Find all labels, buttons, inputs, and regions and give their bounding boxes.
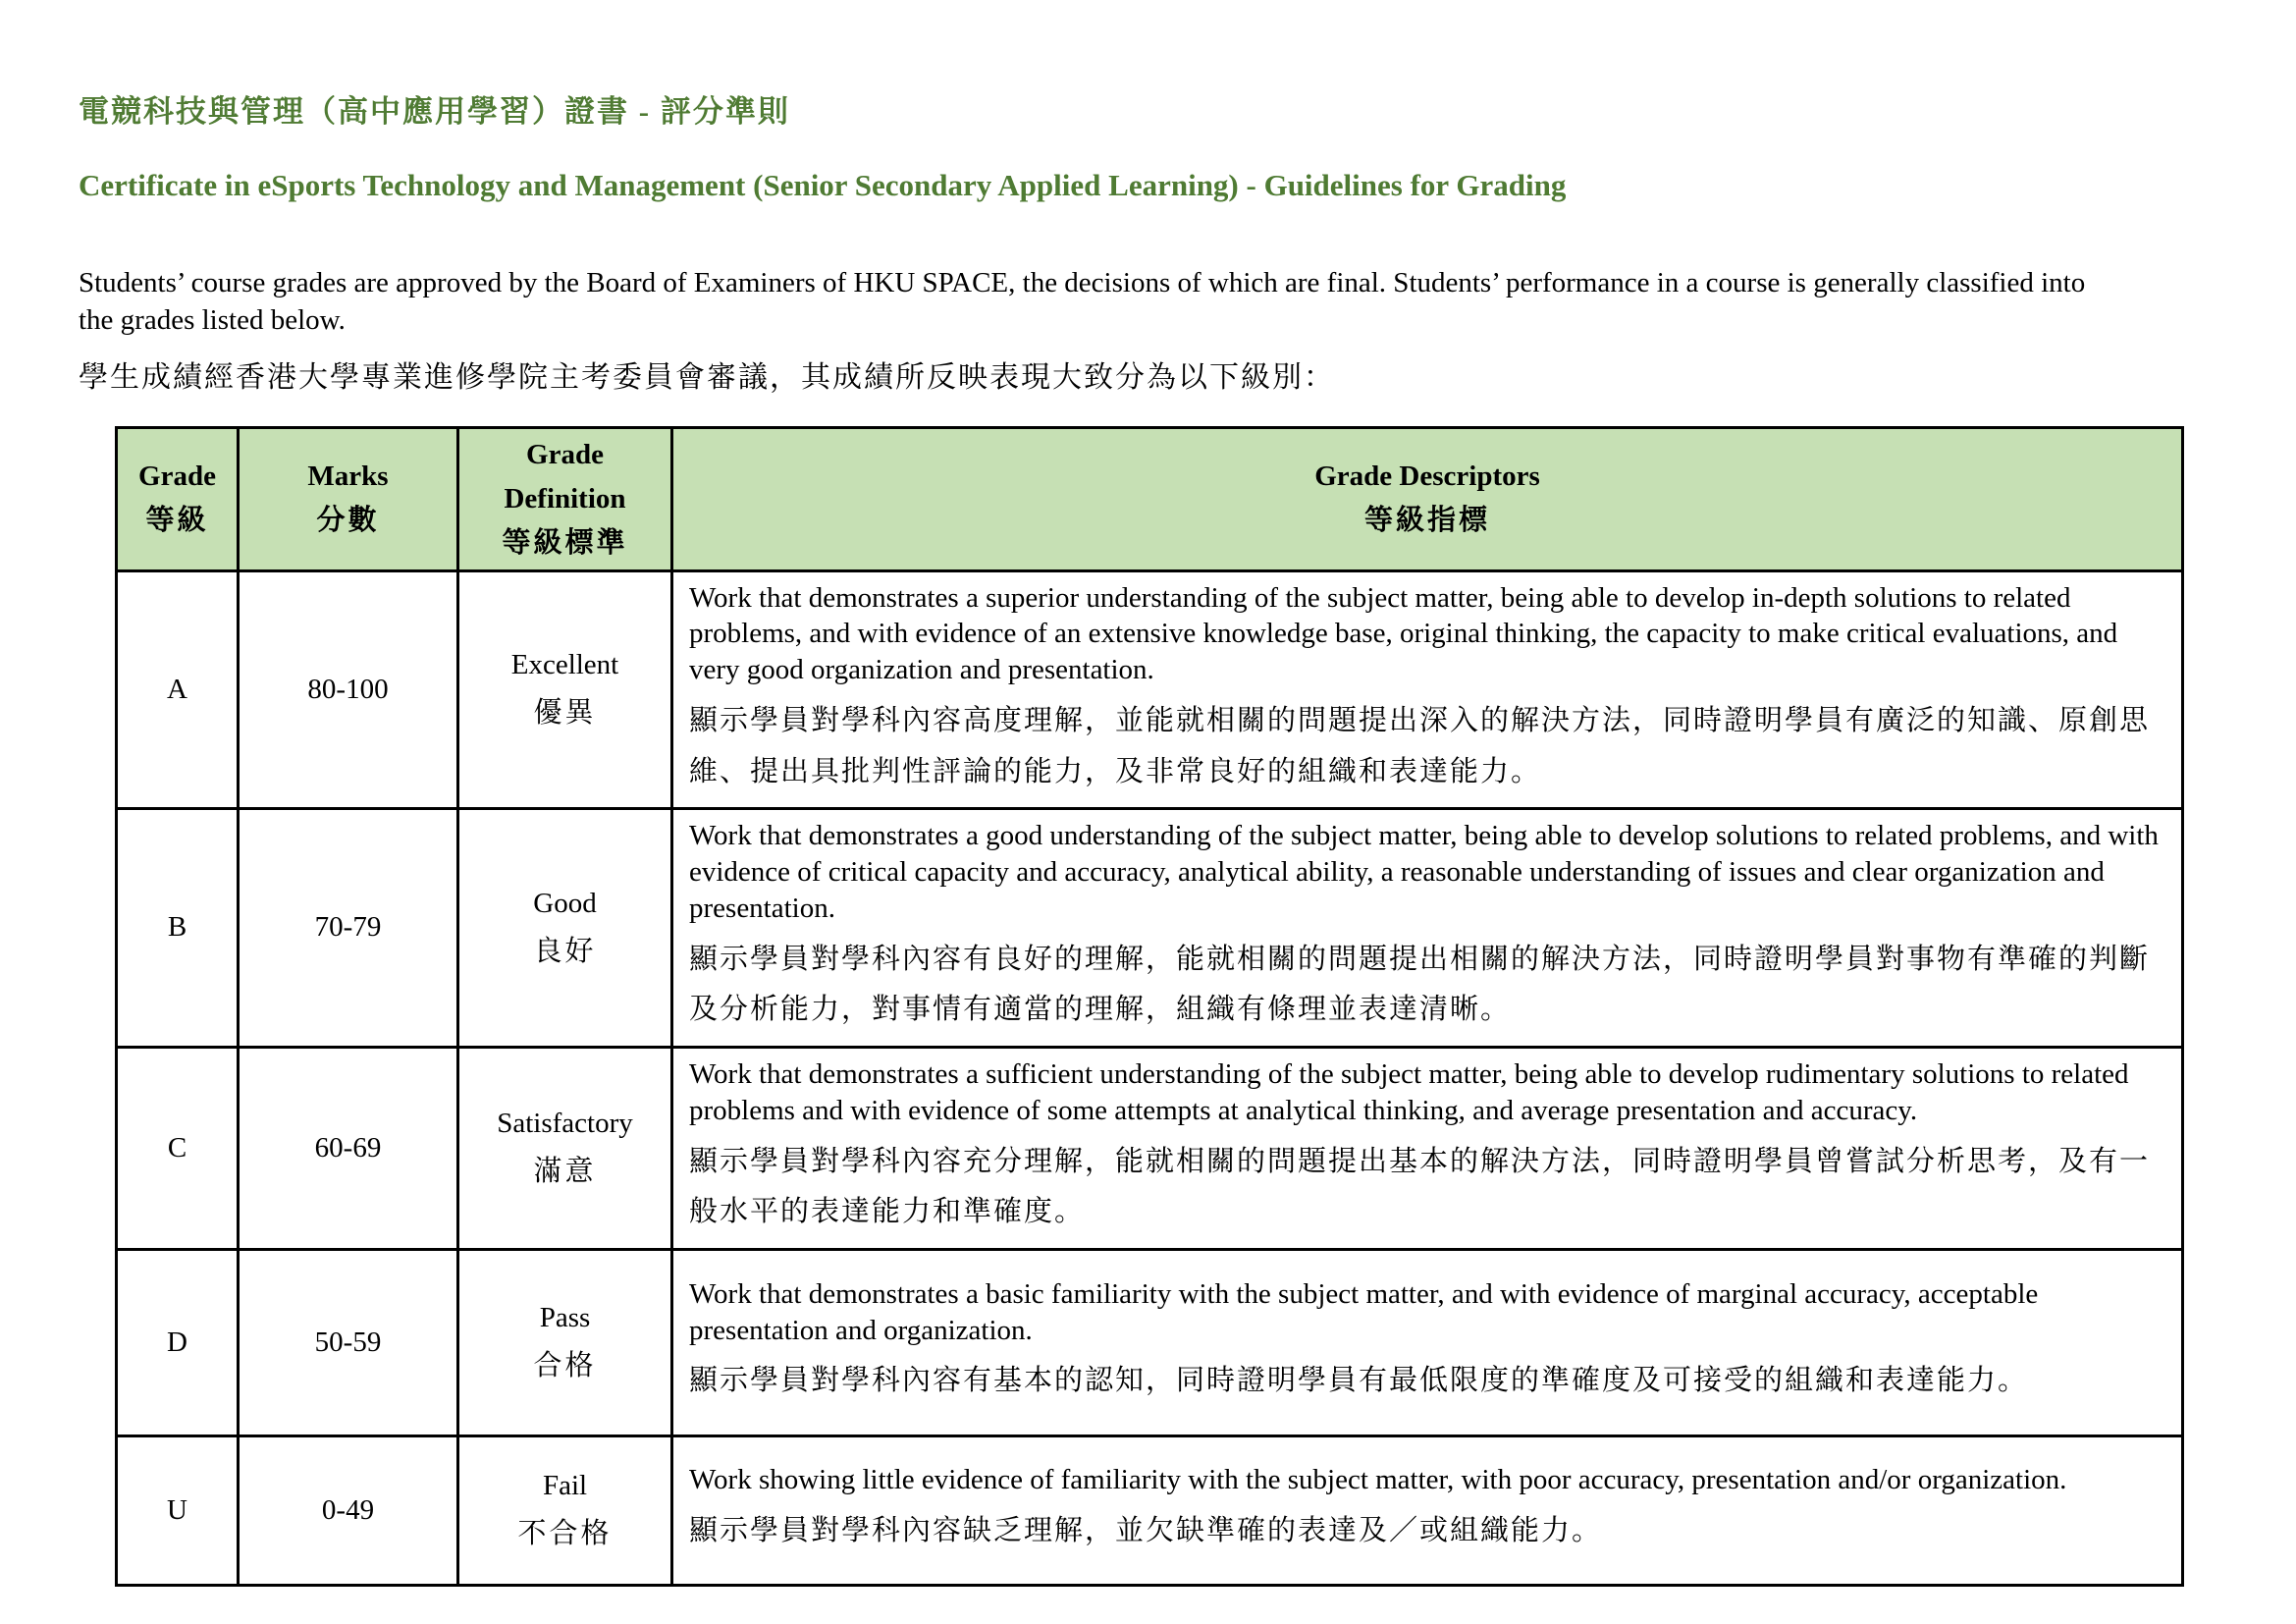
grade-definition-en: Satisfactory: [497, 1108, 633, 1140]
grade-descriptor-en: Work that demonstrates a sufficient understanding of the subject matter, being able to develop rudimentary solutions to related problems and with evidence of some attempts at analytical thinking, and average presentation and accuracy.: [689, 1057, 2129, 1126]
grade-row: [117, 570, 2183, 809]
grade-definition-zh: 合格: [533, 1350, 597, 1382]
header-cell-descriptors: [672, 427, 2183, 570]
header-grade-en: Grade: [138, 460, 216, 493]
grade-descriptor-cell: [672, 1249, 2183, 1435]
header-grade-zh: 等級: [145, 505, 209, 537]
header-descriptors-en: Grade Descriptors: [1314, 460, 1540, 493]
marks-range-cell: 50-59: [239, 1249, 458, 1435]
grade-descriptor-zh: 顯示學員對學科內容有基本的認知，同時證明學員有最低限度的準確度及可接受的組織和表達能力。: [689, 1365, 2029, 1397]
grade-descriptor-cell: [672, 570, 2183, 809]
header-definition-zh: 等級標準: [502, 526, 628, 559]
marks-range-cell: 80-100: [239, 570, 458, 809]
intro-paragraph-zh: 學生成績經香港大學專業進修學院主考委員會審議，其成績所反映表現大致分為以下級別：: [79, 360, 1335, 394]
grade-descriptor-cell: [672, 809, 2183, 1048]
grade-row: [117, 1047, 2183, 1249]
grade-definition-cell: [458, 1435, 672, 1585]
grade-letter-cell: C: [117, 1047, 239, 1249]
grade-descriptor-en: Work that demonstrates a good understanding of the subject matter, being able to develop solutions to related problems, and with evidence of critical capacity and accuracy, analytical ability, a reasonable understanding of issues and clear organization and presentation.: [689, 820, 2159, 924]
header-marks-en: Marks: [307, 460, 389, 493]
marks-range-cell: 60-69: [239, 1047, 458, 1249]
grade-descriptor-zh: 顯示學員對學科內容充分理解，能就相關的問題提出基本的解決方法，同時證明學員曾嘗試分析思考，及有一般水平的表達能力和準確度。: [689, 1145, 2151, 1228]
grading-table-body: [117, 570, 2183, 1585]
grade-definition-en: Pass: [539, 1302, 591, 1334]
grade-definition-cell: [458, 809, 672, 1048]
header-cell-grade: [117, 427, 239, 570]
grade-descriptor-zh: 顯示學員對學科內容缺乏理解，並欠缺準確的表達及／或組織能力。: [689, 1514, 1603, 1546]
header-row: [117, 427, 2183, 570]
header-descriptors-zh: 等級指標: [1363, 505, 1490, 537]
document-title-zh: 電競科技與管理（高中應用學習）證書 - 評分準則: [79, 94, 790, 129]
intro-paragraph-en: Students’ course grades are approved by the Board of Examiners of HKU SPACE, the decisions of which are final. Students’ performance in a course is generally classified into the grades listed below.: [79, 267, 2086, 337]
grade-letter-cell: A: [117, 570, 239, 809]
grade-definition-cell: [458, 570, 672, 809]
header-definition-en: Grade Definition: [504, 438, 626, 514]
grade-descriptor-cell: [672, 1435, 2183, 1585]
header-marks-zh: 分數: [316, 505, 380, 537]
marks-range-cell: 70-79: [239, 809, 458, 1048]
grade-definition-zh: 滿意: [533, 1156, 597, 1188]
grade-descriptor-cell: [672, 1047, 2183, 1249]
grade-descriptor-en: Work that demonstrates a superior understanding of the subject matter, being able to develop in-depth solutions to related problems, and with evidence of an extensive knowledge base, original thinking, the capacity to make critical evaluations, and very good organization and presentation.: [689, 581, 2118, 686]
grade-definition-cell: [458, 1047, 672, 1249]
grade-descriptor-zh: 顯示學員對學科內容有良好的理解，能就相關的問題提出相關的解決方法，同時證明學員對事物有準確的判斷及分析能力，對事情有適當的理解，組織有條理並表達清晰。: [689, 943, 2151, 1026]
marks-range-cell: 0-49: [239, 1435, 458, 1585]
grade-definition-cell: [458, 1249, 672, 1435]
grade-definition-zh: 良好: [533, 936, 597, 968]
grade-descriptor-en: Work that demonstrates a basic familiarity with the subject matter, and with evidence of marginal accuracy, acceptable presentation and organization.: [689, 1277, 2039, 1346]
grade-letter-cell: U: [117, 1435, 239, 1585]
grade-definition-zh: 不合格: [517, 1518, 613, 1550]
grade-row: [117, 809, 2183, 1048]
grade-row: [117, 1435, 2183, 1585]
grade-letter-cell: B: [117, 809, 239, 1048]
grading-table-header: [117, 427, 2183, 570]
grade-descriptor-zh: 顯示學員對學科內容高度理解，並能就相關的問題提出深入的解決方法，同時證明學員有廣泛的知識、原創思維、提出具批判性評論的能力，及非常良好的組織和表達能力。: [689, 705, 2151, 787]
grade-definition-en: Fail: [542, 1470, 588, 1502]
grade-definition-zh: 優異: [533, 697, 597, 730]
grade-definition-en: Excellent: [510, 649, 619, 681]
grading-table: [115, 426, 2184, 1587]
header-cell-marks: [239, 427, 458, 570]
grade-letter-cell: D: [117, 1249, 239, 1435]
grade-row: [117, 1249, 2183, 1435]
grade-definition-en: Good: [533, 887, 597, 919]
grade-descriptor-en: Work showing little evidence of familiarity with the subject matter, with poor accuracy, presentation and/or organization.: [689, 1464, 2067, 1496]
document-title-en: Certificate in eSports Technology and Management (Senior Secondary Applied Learning) - Guidelines for Grading: [79, 168, 1567, 202]
header-cell-definition: [458, 427, 672, 570]
